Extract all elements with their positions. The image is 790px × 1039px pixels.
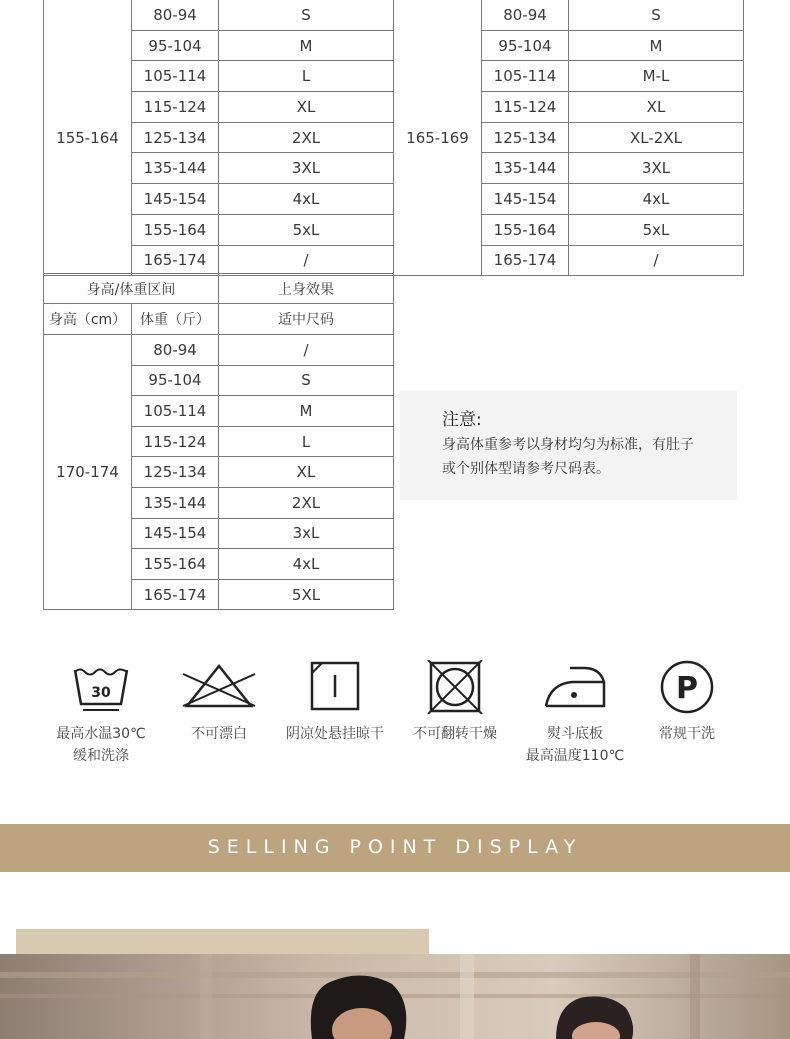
svg-text:30: 30 bbox=[91, 685, 111, 701]
size-cell: 5xL bbox=[569, 214, 744, 245]
size-cell: M bbox=[569, 30, 744, 61]
size-table-bottom bbox=[43, 273, 394, 610]
model-photo bbox=[0, 954, 790, 1039]
weight-cell: 135-144 bbox=[132, 153, 219, 184]
size-table-top-right bbox=[393, 0, 744, 276]
header-recommended-size: 适中尺码 bbox=[219, 304, 394, 335]
care-label-iron-2: 最高温度110℃ bbox=[525, 748, 625, 764]
notice-box bbox=[400, 391, 737, 500]
weight-cell: 115-124 bbox=[482, 92, 569, 123]
iron-low-icon bbox=[540, 660, 610, 714]
size-cell: / bbox=[219, 245, 394, 276]
care-item-tumble bbox=[395, 660, 515, 742]
weight-cell: 125-134 bbox=[482, 122, 569, 153]
weight-cell: 80-94 bbox=[132, 0, 219, 30]
size-cell: XL bbox=[219, 457, 394, 488]
size-cell: 5xL bbox=[219, 214, 394, 245]
size-cell: 5XL bbox=[219, 579, 394, 610]
weight-cell: 80-94 bbox=[482, 0, 569, 30]
table-row bbox=[394, 0, 744, 30]
notice-title: 注意: bbox=[442, 410, 482, 430]
size-cell: M bbox=[219, 30, 394, 61]
weight-cell: 145-154 bbox=[132, 184, 219, 215]
banner-text: SELLING POINT DISPLAY bbox=[207, 836, 583, 858]
weight-cell: 115-124 bbox=[132, 92, 219, 123]
size-cell: L bbox=[219, 61, 394, 92]
size-cell: M bbox=[219, 396, 394, 427]
wash-30-icon bbox=[69, 660, 133, 714]
size-cell: 4xL bbox=[219, 184, 394, 215]
header-weight-jin: 体重（斤） bbox=[132, 304, 219, 335]
weight-cell: 105-114 bbox=[482, 61, 569, 92]
header-height-cm: 身高（cm） bbox=[44, 304, 132, 335]
size-cell: 4xL bbox=[219, 549, 394, 580]
weight-cell: 165-174 bbox=[132, 579, 219, 610]
header-height-weight-range: 身高/体重区间 bbox=[44, 274, 219, 304]
care-label-line-dry: 阴凉处悬挂晾干 bbox=[286, 726, 384, 742]
dry-clean-p-icon bbox=[658, 660, 716, 714]
weight-cell: 145-154 bbox=[482, 184, 569, 215]
care-label-bleach: 不可漂白 bbox=[191, 726, 247, 742]
weight-cell: 105-114 bbox=[132, 61, 219, 92]
care-label-iron-1: 熨斗底板 bbox=[547, 726, 603, 742]
size-table-top-left bbox=[43, 0, 394, 276]
care-item-line-dry bbox=[275, 660, 395, 742]
size-cell: S bbox=[569, 0, 744, 30]
care-label-wash-1: 最高水温30℃ bbox=[56, 726, 146, 742]
svg-text:P: P bbox=[676, 671, 698, 706]
size-cell: L bbox=[219, 426, 394, 457]
size-cell: / bbox=[569, 245, 744, 276]
selling-point-banner bbox=[0, 824, 790, 872]
weight-cell: 125-134 bbox=[132, 122, 219, 153]
weight-cell: 125-134 bbox=[132, 457, 219, 488]
table-row bbox=[44, 335, 394, 366]
weight-cell: 145-154 bbox=[132, 518, 219, 549]
notice-line-2: 或个别体型请参考尺码表。 bbox=[442, 461, 610, 477]
size-cell: 3xL bbox=[219, 518, 394, 549]
size-cell: XL bbox=[569, 92, 744, 123]
size-cell: 4xL bbox=[569, 184, 744, 215]
height-range-cell: 165-169 bbox=[394, 0, 482, 276]
no-tumble-dry-icon bbox=[426, 660, 484, 714]
weight-cell: 115-124 bbox=[132, 426, 219, 457]
size-cell: 3XL bbox=[569, 153, 744, 184]
care-label-tumble: 不可翻转干燥 bbox=[413, 726, 497, 742]
weight-cell: 80-94 bbox=[132, 335, 219, 366]
care-item-bleach bbox=[159, 660, 279, 742]
weight-cell: 95-104 bbox=[132, 30, 219, 61]
weight-cell: 165-174 bbox=[132, 245, 219, 276]
weight-cell: 105-114 bbox=[132, 396, 219, 427]
size-cell: / bbox=[219, 335, 394, 366]
no-bleach-icon bbox=[179, 660, 259, 714]
care-item-wash bbox=[41, 660, 161, 764]
height-range-cell: 155-164 bbox=[44, 0, 132, 276]
weight-cell: 135-144 bbox=[482, 153, 569, 184]
notice-line-1: 身高体重参考以身材均匀为标准，有肚子 bbox=[442, 437, 694, 453]
beige-accent-strip bbox=[16, 929, 429, 955]
care-label-dry-clean: 常规干洗 bbox=[659, 726, 715, 742]
header-fit-effect: 上身效果 bbox=[219, 274, 394, 304]
size-cell: S bbox=[219, 0, 394, 30]
weight-cell: 95-104 bbox=[482, 30, 569, 61]
size-cell: 3XL bbox=[219, 153, 394, 184]
weight-cell: 95-104 bbox=[132, 365, 219, 396]
size-cell: S bbox=[219, 365, 394, 396]
care-item-iron bbox=[515, 660, 635, 764]
weight-cell: 165-174 bbox=[482, 245, 569, 276]
size-cell: 2XL bbox=[219, 487, 394, 518]
care-item-dry-clean bbox=[627, 660, 747, 742]
weight-cell: 155-164 bbox=[132, 549, 219, 580]
line-dry-shade-icon bbox=[308, 660, 362, 714]
height-range-cell: 170-174 bbox=[44, 335, 132, 610]
size-cell: 2XL bbox=[219, 122, 394, 153]
weight-cell: 135-144 bbox=[132, 487, 219, 518]
size-cell: XL-2XL bbox=[569, 122, 744, 153]
weight-cell: 155-164 bbox=[482, 214, 569, 245]
size-cell: M-L bbox=[569, 61, 744, 92]
weight-cell: 155-164 bbox=[132, 214, 219, 245]
model-photo-image bbox=[0, 954, 790, 1039]
care-label-wash-2: 缓和洗涤 bbox=[73, 748, 129, 764]
notice-text bbox=[442, 433, 727, 481]
table-row bbox=[44, 0, 394, 30]
size-cell: XL bbox=[219, 92, 394, 123]
